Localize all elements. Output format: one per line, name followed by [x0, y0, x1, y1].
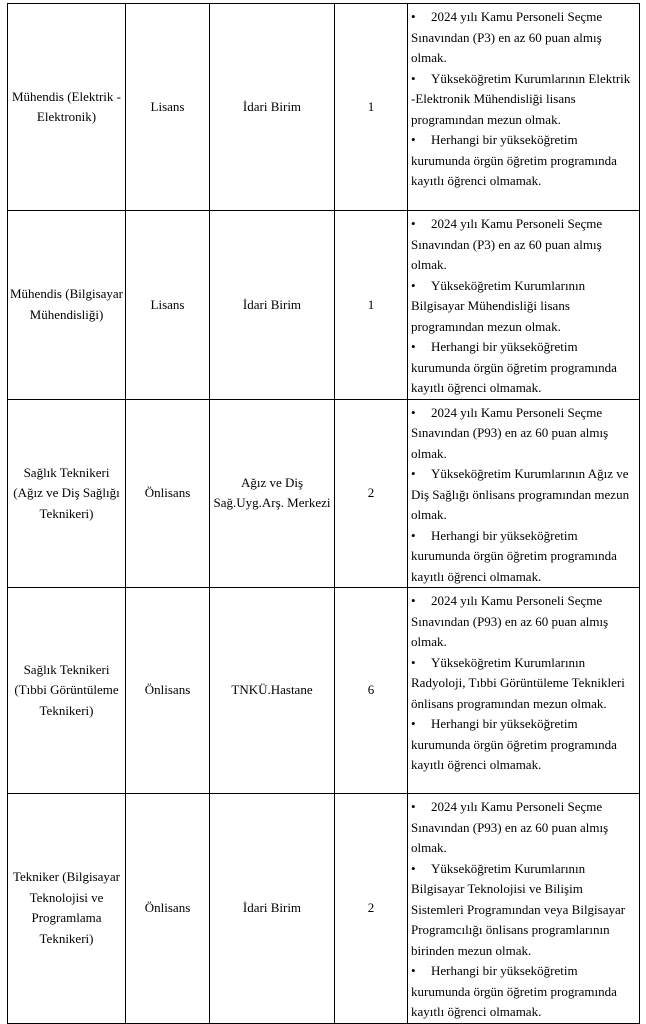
criterion-text: Herhangi bir yükseköğretim kurumunda örgün öğretim programında kayıtlı öğrenci olmamak.: [411, 527, 617, 584]
position-title: Sağlık Teknikeri (Ağız ve Diş Sağlığı Teknikeri): [13, 464, 120, 521]
unit-name: İdari Birim: [242, 900, 302, 915]
criteria-cell: [408, 211, 640, 400]
bullet-icon: •: [411, 339, 416, 354]
bullet-icon: •: [411, 860, 416, 876]
position-cell: [8, 588, 126, 794]
unit-name: TNKÜ.Hastane: [231, 682, 313, 698]
position-count: 1: [367, 296, 375, 312]
education-level: Önlisans: [144, 900, 191, 915]
unit-cell: [210, 4, 335, 211]
position-title: Mühendis (Elektrik - Elektronik): [11, 88, 122, 124]
positions-table: [7, 3, 640, 1024]
criterion-item: [411, 7, 636, 69]
criterion-text: 2024 yılı Kamu Personeli Seçme Sınavından (P93) en az 60 puan almış olmak.: [411, 593, 609, 649]
count-cell: [335, 4, 408, 211]
criterion-item: [411, 464, 636, 526]
criterion-text: 2024 yılı Kamu Personeli Seçme Sınavından (P93) en az 60 puan almış olmak.: [411, 404, 609, 461]
education-level: Önlisans: [144, 682, 191, 698]
criterion-item: [411, 276, 636, 338]
bullet-icon: •: [411, 70, 416, 86]
education-cell: [126, 4, 210, 211]
bullet-icon: •: [411, 466, 416, 481]
position-count: 2: [367, 900, 375, 915]
education-level: Lisans: [150, 296, 185, 312]
criteria-cell: [408, 4, 640, 211]
criterion-text: Yükseköğretim Kurumlarının Bilgisayar Mühendisliği lisans programından mezun olmak.: [411, 277, 586, 334]
criterion-text: Herhangi bir yükseköğretim kurumunda örgün öğretim programında kayıtlı öğrenci olmamak.: [411, 716, 617, 772]
unit-name: İdari Birim: [242, 296, 302, 312]
count-cell: [335, 794, 408, 1024]
criterion-text: Yükseköğretim Kurumlarının Ağız ve Diş Sağlığı önlisans programından mezun olmak.: [411, 466, 630, 522]
criteria-cell: [408, 399, 640, 588]
position-title: Mühendis (Bilgisayar Mühendisliği): [9, 286, 123, 322]
criterion-item: [411, 526, 636, 588]
count-cell: [335, 588, 408, 794]
criterion-text: 2024 yılı Kamu Personeli Seçme Sınavından (P93) en az 60 puan almış olmak.: [411, 799, 609, 855]
education-cell: [126, 211, 210, 400]
position-count: 6: [367, 682, 375, 698]
unit-cell: [210, 211, 335, 400]
bullet-icon: •: [411, 216, 416, 231]
unit-name: Ağız ve Diş Sağ.Uyg.Arş. Merkezi: [213, 474, 331, 511]
unit-cell: [210, 399, 335, 588]
bullet-icon: •: [411, 799, 416, 814]
criterion-item: [411, 859, 636, 962]
criterion-item: [411, 961, 636, 1023]
criterion-text: Herhangi bir yükseköğretim kurumunda örgün öğretim programında kayıtlı öğrenci olmamak.: [411, 963, 617, 1019]
count-cell: [335, 211, 408, 400]
criterion-item: [411, 130, 636, 192]
bullet-icon: •: [411, 277, 416, 293]
bullet-icon: •: [411, 527, 416, 543]
position-count: 2: [367, 485, 375, 500]
criterion-item: [411, 653, 636, 715]
bullet-icon: •: [411, 593, 416, 608]
position-title: Tekniker (Bilgisayar Teknolojisi ve Programlama Teknikeri): [12, 869, 121, 946]
count-cell: [335, 399, 408, 588]
position-title: Sağlık Teknikeri (Tıbbi Görüntüleme Teknikeri): [14, 661, 119, 718]
position-count: 1: [367, 98, 375, 114]
bullet-icon: •: [411, 963, 416, 978]
education-cell: [126, 399, 210, 588]
unit-name: İdari Birim: [242, 98, 302, 114]
education-cell: [126, 794, 210, 1024]
education-level: Önlisans: [144, 485, 191, 500]
education-level: Lisans: [150, 98, 185, 114]
bullet-icon: •: [411, 404, 416, 420]
criterion-text: Yükseköğretim Kurumlarının Bilgisayar Teknolojisi ve Bilişim Sistemleri Programından veya Bilgisayar Programcılığı önlisans programlarının birinden mezun olmak.: [411, 860, 626, 958]
table-row: [8, 588, 640, 794]
unit-cell: [210, 588, 335, 794]
criterion-item: [411, 214, 636, 276]
criterion-item: [411, 69, 636, 131]
criterion-text: 2024 yılı Kamu Personeli Seçme Sınavından (P3) en az 60 puan almış olmak.: [411, 216, 603, 272]
position-cell: [8, 211, 126, 400]
criteria-cell: [408, 588, 640, 794]
criterion-text: Yükseköğretim Kurumlarının Elektrik -Elektronik Mühendisliği lisans programından mezun olmak.: [411, 70, 631, 127]
position-cell: [8, 399, 126, 588]
position-cell: [8, 794, 126, 1024]
education-cell: [126, 588, 210, 794]
criteria-cell: [408, 794, 640, 1024]
table-row: [8, 399, 640, 588]
criterion-text: Yükseköğretim Kurumlarının Radyoloji, Tıbbi Görüntüleme Teknikleri önlisans programından mezun olmak.: [411, 654, 625, 711]
criterion-item: [411, 797, 636, 859]
table-row: [8, 794, 640, 1024]
criterion-text: Herhangi bir yükseköğretim kurumunda örgün öğretim programında kayıtlı öğrenci olmamak.: [411, 339, 617, 395]
bullet-icon: •: [411, 654, 416, 670]
criterion-text: Herhangi bir yükseköğretim kurumunda örgün öğretim programında kayıtlı öğrenci olmamak.: [411, 132, 617, 188]
criterion-item: [411, 403, 636, 465]
position-cell: [8, 4, 126, 211]
bullet-icon: •: [411, 132, 416, 147]
criterion-text: 2024 yılı Kamu Personeli Seçme Sınavından (P3) en az 60 puan almış olmak.: [411, 9, 603, 65]
bullet-icon: •: [411, 9, 416, 24]
table-row: [8, 4, 640, 211]
criterion-item: [411, 337, 636, 399]
unit-cell: [210, 794, 335, 1024]
criterion-item: [411, 591, 636, 653]
bullet-icon: •: [411, 716, 416, 731]
criterion-item: [411, 714, 636, 776]
table-row: [8, 211, 640, 400]
